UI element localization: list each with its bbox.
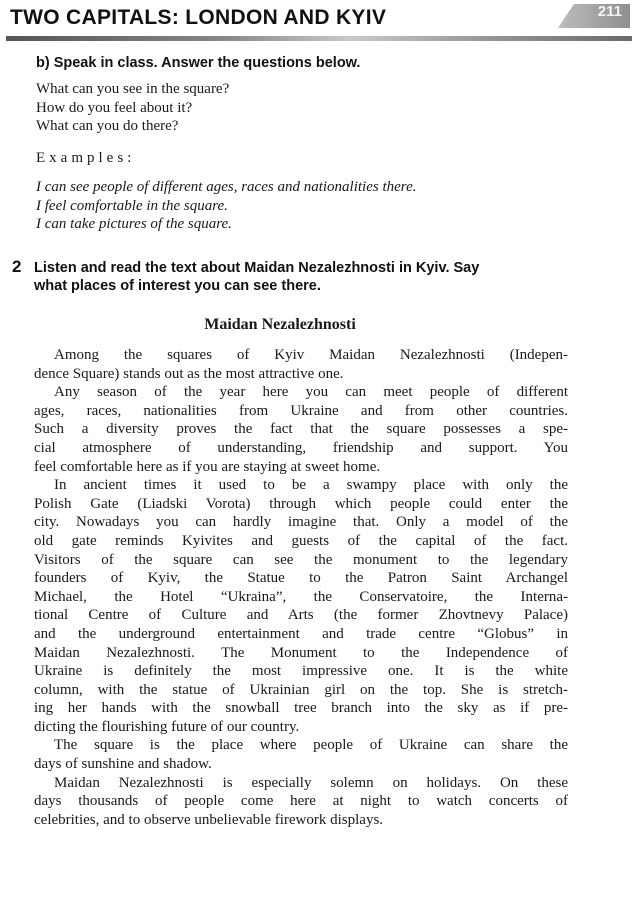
example-3: I can take pictures of the square. [36, 216, 232, 232]
text-line: cial atmosphere of understanding, friendship and support. You [34, 439, 568, 456]
task-2-heading [34, 259, 594, 295]
task-2-number: 2 [12, 257, 22, 276]
text-title: Maidan Nezalezhnosti [204, 316, 356, 333]
page-header-title: TWO CAPITALS: LONDON AND KYIV [10, 6, 387, 29]
paragraph-2 [34, 383, 568, 476]
text-line: founders of Kyiv, the Statue to the Patron Saint Archangel [34, 570, 568, 587]
text-line: In ancient times it used to be a swampy place with only the [54, 477, 568, 494]
paragraph-1 [34, 346, 568, 383]
text-line: feel comfortable here as if you are staying at sweet home. [34, 458, 381, 475]
examples-label: Examples: [36, 150, 136, 166]
text-line: city. Nowadays you can hardly imagine that. Only a model of the [34, 514, 568, 531]
header-rule [6, 36, 632, 41]
text-line: Visitors of the square can see the monument to the legendary [34, 551, 568, 568]
text-line: ages, races, nationalities from Ukraine and from other countries. [34, 402, 568, 419]
task-2-heading-line-2: what places of interest you can see there. [34, 278, 321, 294]
text-line: old gate reminds Kyivites and guests of the capital of the fact. [34, 532, 568, 549]
question-2: How do you feel about it? [36, 99, 193, 116]
example-1: I can see people of different ages, races and nationalities there. [36, 179, 417, 195]
question-1: What can you see in the square? [36, 81, 230, 97]
text-line: Maidan Nezalezhnosti. The Monument to the Independence of [34, 644, 568, 661]
text-line: Such a diversity proves the fact that the square possesses a spe- [34, 421, 568, 438]
example-2: I feel comfortable in the square. [36, 197, 228, 214]
text-line: Polish Gate (Liadski Vorota) through which people could enter the [34, 495, 568, 512]
text-line: Michael, the Hotel “Ukraina”, the Conservatoire, the Interna- [34, 588, 568, 605]
text-body [34, 346, 568, 829]
text-line: tional Centre of Culture and Arts (the former Zhovtnevy Palace) [34, 607, 568, 624]
text-line: celebrities, and to observe unbelievable firework displays. [34, 811, 384, 828]
text-line: dence Square) stands out as the most attractive one. [34, 365, 344, 382]
text-line: Among the squares of Kyiv Maidan Nezalezhnosti (Indepen- [54, 347, 568, 363]
question-list [36, 80, 576, 136]
paragraph-4 [34, 736, 568, 773]
text-line: Ukraine is definitely the most impressive one. It is the white [34, 663, 568, 680]
paragraph-3 [34, 476, 568, 736]
examples-list [36, 178, 576, 234]
paragraph-5 [34, 774, 568, 830]
page-number: 211 [597, 3, 622, 20]
text-line: The square is the place where people of Ukraine can share the [54, 737, 568, 754]
text-line: days of sunshine and shadow. [34, 756, 212, 773]
page-header [0, 0, 638, 40]
task-b-heading: b) Speak in class. Answer the questions below. [36, 55, 361, 71]
text-line: Any season of the year here you can meet people of different [54, 384, 568, 401]
task-2-heading-line-1: Listen and read the text about Maidan Nezalezhnosti in Kyiv. Say [34, 260, 480, 276]
text-line: and the underground entertainment and trade centre “Globus” in [34, 625, 568, 642]
text-line: column, with the statue of Ukrainian girl on the top. She is stretch- [34, 681, 568, 698]
text-line: ing her hands with the snowball tree branch into the sky as if pre- [34, 700, 568, 717]
text-line: days thousands of people come here at night to watch concerts of [34, 793, 568, 810]
text-line: Maidan Nezalezhnosti is especially solemn on holidays. On these [54, 774, 568, 791]
text-line: dicting the flourishing future of our country. [34, 718, 300, 735]
question-3: What can you do there? [36, 118, 179, 134]
